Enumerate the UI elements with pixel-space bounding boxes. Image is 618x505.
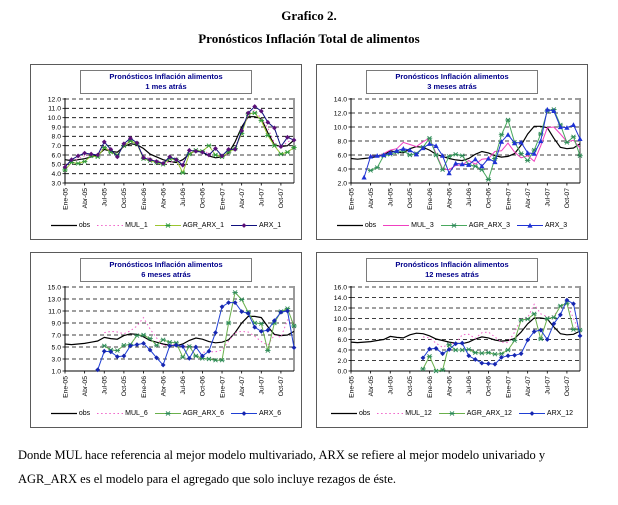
x-tick-label: Oct-05 xyxy=(407,187,415,208)
data-point-marker xyxy=(479,351,484,355)
legend-label: ARX_1 xyxy=(258,221,282,229)
data-point-marker xyxy=(460,348,465,352)
x-tick-label: Jul-06 xyxy=(180,187,188,207)
chart-title-box xyxy=(366,70,538,94)
chart-canvas xyxy=(317,95,587,222)
y-tick-label: 10.0 xyxy=(333,315,347,323)
x-tick-label: Abr-07 xyxy=(525,375,532,396)
legend-swatch xyxy=(231,409,257,418)
legend-item-MUL_3 xyxy=(383,221,434,230)
data-point-marker xyxy=(530,411,535,416)
legend-item-obs xyxy=(337,221,376,230)
x-tick-label: Abr-05 xyxy=(367,187,375,208)
legend-swatch xyxy=(517,221,543,230)
data-point-marker xyxy=(420,366,425,370)
x-tick-label: Oct-07 xyxy=(278,375,286,396)
data-point-marker xyxy=(121,353,126,358)
y-tick-label: 10.0 xyxy=(333,123,347,131)
data-point-marker xyxy=(486,350,491,354)
legend-label: MUL_6 xyxy=(125,409,148,417)
legend-swatch xyxy=(231,221,257,230)
chart-3-meses-atras xyxy=(316,64,588,240)
chart-canvas xyxy=(31,95,301,222)
legend-item-MUL_6 xyxy=(97,409,148,418)
x-tick-label: Oct-06 xyxy=(485,187,493,208)
data-point-marker xyxy=(374,165,379,169)
x-tick-label: Oct-06 xyxy=(199,187,207,208)
data-point-marker xyxy=(460,340,465,345)
x-tick-label: Ene-05 xyxy=(348,375,356,398)
data-point-marker xyxy=(492,352,497,356)
legend-item-obs xyxy=(51,409,90,418)
data-point-marker xyxy=(102,343,107,347)
y-tick-label: 4.0 xyxy=(337,346,347,354)
y-tick-label: 15.0 xyxy=(47,283,61,291)
y-tick-label: 2.0 xyxy=(337,357,347,365)
legend-swatch xyxy=(97,221,123,230)
data-point-marker xyxy=(473,357,478,362)
legend-swatch xyxy=(155,221,181,230)
y-tick-label: 14.0 xyxy=(333,294,347,302)
data-point-marker xyxy=(115,348,120,352)
legend-swatch xyxy=(439,409,465,418)
x-tick-label: Ene-05 xyxy=(62,187,70,210)
y-tick-label: 8.0 xyxy=(337,325,347,333)
x-tick-label: Abr-07 xyxy=(239,187,246,208)
data-point-marker xyxy=(453,348,458,352)
data-point-marker xyxy=(206,357,211,361)
legend-item-obs xyxy=(331,409,370,418)
legend-label: obs xyxy=(359,409,371,417)
data-point-marker xyxy=(519,351,524,356)
chart-subtitle: 1 mes atrás xyxy=(145,81,187,91)
data-point-marker xyxy=(233,147,238,152)
data-point-marker xyxy=(278,152,283,156)
x-tick-label: Ene-05 xyxy=(348,187,356,210)
data-point-marker xyxy=(135,342,140,347)
x-tick-label: Abr-06 xyxy=(446,187,454,208)
x-tick-label: Ene-07 xyxy=(219,187,227,210)
x-tick-label: Jul-06 xyxy=(466,375,474,395)
data-point-marker xyxy=(453,152,458,156)
legend-label: ARX_6 xyxy=(258,409,282,417)
legend-item-MUL_1 xyxy=(97,221,148,230)
data-point-marker xyxy=(571,122,576,127)
x-tick-label: Jul-05 xyxy=(101,375,109,395)
legend-label: ARX_3 xyxy=(544,221,568,229)
y-tick-label: 6.0 xyxy=(337,336,347,344)
x-tick-label: Abr-07 xyxy=(239,375,246,396)
data-point-marker xyxy=(449,411,454,415)
data-point-marker xyxy=(265,133,270,137)
y-tick-label: 6.0 xyxy=(337,151,347,159)
y-tick-label: 1.0 xyxy=(51,367,61,375)
data-point-marker xyxy=(407,153,412,157)
data-point-marker xyxy=(505,132,510,137)
chart-canvas xyxy=(317,283,587,410)
legend-swatch xyxy=(51,221,77,230)
legend-item-AGR_ARX_1 xyxy=(155,221,224,230)
plot-area xyxy=(317,95,587,227)
y-tick-label: 11.0 xyxy=(48,307,61,315)
chart-title: Pronósticos Inflación alimentos xyxy=(109,260,223,269)
legend-label: AGR_ARX_1 xyxy=(182,221,224,229)
chart-subtitle: 12 meses atrás xyxy=(425,269,479,279)
data-point-marker xyxy=(75,161,80,165)
data-point-marker xyxy=(466,353,471,358)
x-tick-label: Abr-06 xyxy=(446,375,454,396)
legend-item-ARX_3 xyxy=(517,221,567,230)
legend-swatch xyxy=(519,409,545,418)
x-tick-label: Ene-07 xyxy=(505,375,513,398)
x-tick-label: Jul-06 xyxy=(466,187,474,207)
x-tick-label: Oct-07 xyxy=(278,187,286,208)
data-point-marker xyxy=(427,354,432,358)
figure-title: Pronósticos Inflación Total de alimentos xyxy=(198,31,420,46)
chart-legend xyxy=(31,409,301,418)
chart-title-box xyxy=(80,70,252,94)
legend-swatch xyxy=(377,409,403,418)
chart-12-meses-atras xyxy=(316,252,588,428)
data-point-marker xyxy=(479,360,484,365)
charts-grid xyxy=(30,64,590,428)
x-tick-label: Oct-07 xyxy=(564,375,572,396)
x-tick-label: Abr-05 xyxy=(81,375,89,396)
x-tick-label: Ene-07 xyxy=(505,187,513,210)
x-tick-label: Jul-07 xyxy=(544,187,552,207)
legend-label: obs xyxy=(364,221,377,229)
legend-item-ARX_1 xyxy=(231,221,281,230)
y-tick-label: 13.0 xyxy=(47,295,61,303)
legend-item-AGR_ARX_12 xyxy=(439,409,512,418)
legend-item-MUL_12 xyxy=(377,409,431,418)
data-point-marker xyxy=(525,158,530,162)
data-point-marker xyxy=(361,174,366,179)
x-tick-label: Abr-05 xyxy=(81,187,89,208)
x-tick-label: Oct-06 xyxy=(199,375,207,396)
plot-area xyxy=(317,283,587,415)
data-point-marker xyxy=(213,330,218,335)
x-tick-label: Oct-07 xyxy=(564,187,572,208)
y-tick-label: 6.0 xyxy=(51,151,61,159)
legend-item-ARX_12 xyxy=(519,409,573,418)
data-point-marker xyxy=(473,164,478,168)
legend-swatch xyxy=(155,409,181,418)
chart-title: Pronósticos Inflación alimentos xyxy=(395,260,509,269)
legend-item-obs xyxy=(51,221,90,230)
x-tick-label: Ene-05 xyxy=(62,375,70,398)
x-tick-label: Jul-05 xyxy=(387,375,395,395)
data-point-marker xyxy=(242,223,247,228)
series-line-MUL_3 xyxy=(371,127,580,170)
y-tick-label: 5.0 xyxy=(51,343,61,351)
y-tick-label: 7.0 xyxy=(51,142,61,150)
x-tick-label: Jul-05 xyxy=(387,187,395,207)
legend-swatch xyxy=(97,409,123,418)
legend-item-ARX_6 xyxy=(231,409,281,418)
y-tick-label: 2.0 xyxy=(337,179,347,187)
x-tick-label: Abr-05 xyxy=(367,375,375,396)
chart-subtitle: 3 meses atrás xyxy=(427,81,477,91)
data-point-marker xyxy=(102,348,107,353)
data-point-marker xyxy=(206,143,211,147)
x-tick-label: Ene-06 xyxy=(140,375,148,398)
data-point-marker xyxy=(368,168,373,172)
legend-item-AGR_ARX_3 xyxy=(441,221,510,230)
plot-area xyxy=(31,283,301,415)
x-tick-label: Jul-07 xyxy=(258,375,266,395)
chart-subtitle: 6 meses atrás xyxy=(141,269,191,279)
x-tick-label: Ene-07 xyxy=(219,375,227,398)
x-tick-label: Abr-06 xyxy=(160,375,168,396)
chart-title: Pronósticos Inflación alimentos xyxy=(109,72,223,81)
y-tick-label: 12.0 xyxy=(333,109,347,117)
y-tick-label: 7.0 xyxy=(51,331,61,339)
legend-label: MUL_3 xyxy=(411,221,434,229)
data-point-marker xyxy=(466,347,471,351)
x-tick-label: Abr-06 xyxy=(160,187,168,208)
legend-swatch xyxy=(331,409,357,418)
y-tick-label: 11.0 xyxy=(48,105,61,113)
y-tick-label: 16.0 xyxy=(333,283,347,291)
data-point-marker xyxy=(571,301,576,306)
figure-number-title: Grafico 2. xyxy=(281,8,337,23)
x-tick-label: Oct-05 xyxy=(407,375,415,396)
plot-area xyxy=(31,95,301,227)
x-tick-label: Oct-05 xyxy=(121,187,129,208)
data-point-marker xyxy=(213,153,218,157)
y-tick-label: 9.0 xyxy=(51,123,61,131)
x-tick-label: Jul-05 xyxy=(101,187,109,207)
data-point-marker xyxy=(160,337,165,341)
data-point-marker xyxy=(193,354,198,358)
y-tick-label: 12.0 xyxy=(333,304,347,312)
data-point-marker xyxy=(242,411,247,416)
chart-title: Pronósticos Inflación alimentos xyxy=(395,72,509,81)
x-tick-label: Ene-06 xyxy=(426,375,434,398)
data-point-marker xyxy=(577,136,582,141)
legend-swatch xyxy=(441,221,467,230)
data-point-marker xyxy=(486,361,491,366)
y-tick-label: 10.0 xyxy=(47,114,61,122)
data-point-marker xyxy=(578,333,583,338)
series-line-AGR_ARX_6 xyxy=(104,292,294,360)
chart-title-box xyxy=(366,258,538,282)
legend-swatch xyxy=(337,221,363,230)
chart-6-meses-atras xyxy=(30,252,302,428)
legend-label: obs xyxy=(78,221,91,229)
data-point-marker xyxy=(505,348,510,352)
data-point-marker xyxy=(401,146,406,151)
legend-item-AGR_ARX_6 xyxy=(155,409,224,418)
y-tick-label: 12.0 xyxy=(47,95,61,103)
y-tick-label: 8.0 xyxy=(51,133,61,141)
data-point-marker xyxy=(451,223,456,227)
series-line-ARX_3 xyxy=(364,109,580,177)
data-point-marker xyxy=(226,300,231,305)
data-point-marker xyxy=(285,150,290,154)
chart-legend xyxy=(31,221,301,230)
x-tick-label: Ene-06 xyxy=(426,187,434,210)
data-point-marker xyxy=(473,350,478,354)
x-tick-label: Abr-07 xyxy=(525,187,532,208)
data-point-marker xyxy=(525,317,530,321)
data-point-marker xyxy=(506,353,511,358)
y-tick-label: 4.0 xyxy=(337,165,347,173)
data-point-marker xyxy=(200,149,205,154)
chart-legend xyxy=(317,221,587,230)
y-tick-label: 8.0 xyxy=(337,137,347,145)
chart-legend xyxy=(317,409,587,418)
x-tick-label: Ene-06 xyxy=(140,187,148,210)
x-tick-label: Jul-07 xyxy=(544,375,552,395)
chart-title-box xyxy=(80,258,252,282)
data-point-marker xyxy=(165,223,170,227)
legend-label: MUL_1 xyxy=(125,221,148,229)
data-point-marker xyxy=(180,355,185,359)
legend-label: obs xyxy=(78,409,91,417)
legend-label: AGR_ARX_6 xyxy=(182,409,224,417)
data-point-marker xyxy=(165,411,170,415)
data-point-marker xyxy=(433,369,438,373)
data-point-marker xyxy=(220,304,225,309)
data-point-marker xyxy=(252,111,257,115)
legend-label: MUL_12 xyxy=(405,409,432,417)
data-point-marker xyxy=(473,156,478,161)
y-tick-label: 14.0 xyxy=(333,95,347,103)
legend-swatch xyxy=(51,409,77,418)
data-point-marker xyxy=(292,345,297,350)
x-tick-label: Jul-07 xyxy=(258,187,266,207)
y-tick-label: 0.0 xyxy=(337,367,347,375)
y-tick-label: 3.0 xyxy=(51,355,61,363)
data-point-marker xyxy=(460,153,465,157)
legend-swatch xyxy=(383,221,409,230)
data-point-marker xyxy=(187,356,192,361)
x-tick-label: Jul-06 xyxy=(180,375,188,395)
data-point-marker xyxy=(512,352,517,357)
x-tick-label: Oct-06 xyxy=(485,375,493,396)
chart-canvas xyxy=(31,283,301,410)
legend-label: AGR_ARX_12 xyxy=(466,409,512,417)
data-point-marker xyxy=(193,148,198,153)
data-point-marker xyxy=(82,159,87,163)
legend-label: ARX_12 xyxy=(546,409,573,417)
y-tick-label: 4.0 xyxy=(51,170,61,178)
y-tick-label: 9.0 xyxy=(51,319,61,327)
legend-label: AGR_ARX_3 xyxy=(468,221,510,229)
chart-1-mes-atras xyxy=(30,64,302,240)
data-point-marker xyxy=(551,315,556,319)
y-tick-label: 3.0 xyxy=(51,179,61,187)
y-tick-label: 5.0 xyxy=(51,161,61,169)
figure-footnote: Donde MUL hace referencia al mejor modelo multivariado, ARX se refiere al mejor modelo univariado y AGR_ARX es el modelo para el agregado que solo incluye rezagos de éste. xyxy=(18,448,546,487)
data-point-marker xyxy=(239,297,244,301)
x-tick-label: Oct-05 xyxy=(121,375,129,396)
